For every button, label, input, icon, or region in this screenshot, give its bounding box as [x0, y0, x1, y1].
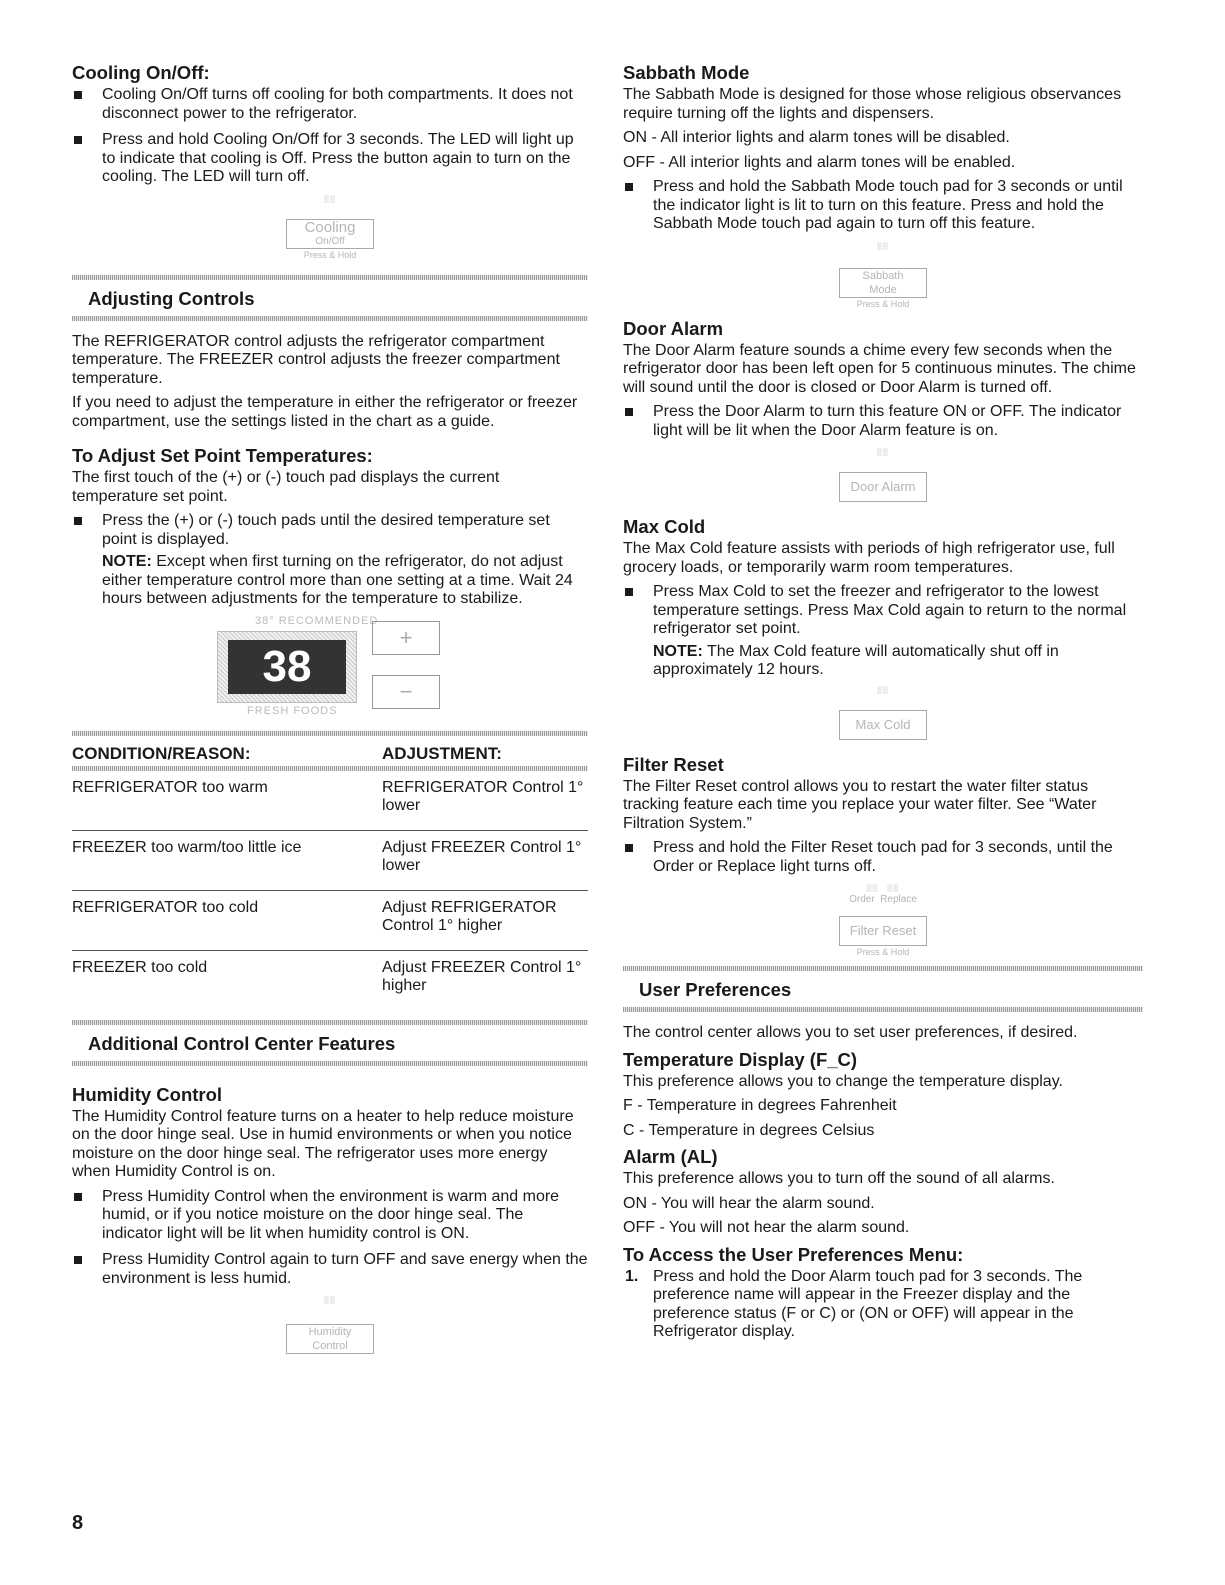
section-title: Additional Control Center Features: [88, 1032, 396, 1054]
access-steps-list: [623, 1268, 1143, 1342]
divider: [72, 1061, 588, 1066]
table-cell: REFRIGERATOR too cold: [72, 890, 382, 950]
list-item: [623, 1268, 1143, 1342]
pad-sublabel: Control: [312, 1340, 348, 1352]
list-item: Cooling On/Off turns off cooling for both compartments. It does not disconnect power to the refrigerator.: [72, 86, 588, 123]
table-cell: Adjust FREEZER Control 1° higher: [382, 950, 588, 1010]
filter-reset-heading: Filter Reset: [623, 753, 724, 775]
humidity-list: [72, 1188, 588, 1289]
pad-label: Door Alarm: [850, 479, 916, 494]
plus-icon: +: [399, 624, 413, 650]
alarm-heading: Alarm (AL): [623, 1146, 718, 1167]
column-header: CONDITION/REASON:: [72, 743, 251, 763]
paragraph: OFF - You will not hear the alarm sound.: [623, 1219, 910, 1236]
list-item: Press the (+) or (-) touch pads until the desired temperature set point is displayed.: [72, 512, 588, 549]
paragraph: The Humidity Control feature turns on a heater to help reduce moisture on the door hinge seal. Use in humid environments or when you notice moisture on the door hinge seal. The refrigerator uses more energy when Humidity Control is on.: [72, 1107, 574, 1180]
table-row: [72, 830, 588, 890]
plus-button[interactable]: [372, 621, 440, 655]
door-alarm-heading: Door Alarm: [623, 317, 724, 339]
paragraph: This preference allows you to turn off the sound of all alarms.: [623, 1170, 1055, 1187]
press-hold-label: Press & Hold: [303, 249, 357, 260]
user-preferences-section-header: [623, 966, 1143, 1012]
note: [72, 553, 588, 609]
list-item: Press Max Cold to set the freezer and refrigerator to the lowest temperature settings. Press Max Cold again to return to the normal refrigerator set point.: [623, 583, 1143, 639]
filter-reset-list: [623, 839, 1143, 876]
divider: [72, 731, 588, 736]
minus-button[interactable]: [372, 675, 440, 709]
paragraph: F - Temperature in degrees Fahrenheit: [623, 1097, 897, 1114]
table-cell: REFRIGERATOR Control 1° lower: [382, 778, 584, 814]
humidity-pad-figure: [72, 1296, 588, 1354]
section-title: Adjusting Controls: [88, 287, 255, 309]
sabbath-list: [623, 178, 1143, 234]
pad-label: Filter Reset: [849, 923, 917, 938]
column-header: ADJUSTMENT:: [382, 743, 502, 763]
pad-sublabel: On/Off: [315, 235, 345, 247]
display-screen: [217, 631, 357, 703]
humidity-touch-pad[interactable]: [286, 1324, 374, 1354]
list-item: Press and hold Cooling On/Off for 3 seconds. The LED will light up to indicate that cooling is Off. Press the button again to turn on the cooling. The LED will turn off.: [72, 131, 588, 187]
paragraph: This preference allows you to change the temperature display.: [623, 1072, 1063, 1090]
door-alarm-pad-figure: [623, 448, 1143, 502]
note-label: NOTE:: [102, 553, 152, 570]
paragraph: ON - All interior lights and alarm tones will be disabled.: [623, 129, 1010, 146]
door-alarm-list: [623, 403, 1143, 440]
note-text: Except when first turning on the refrigerator, do not adjust either temperature control more than one setting at a time. Wait 24 hours between adjustments for the temperature to stabilize.: [102, 553, 573, 607]
press-hold-label: Press & Hold: [856, 947, 910, 957]
order-replace-label: Order Replace: [849, 894, 917, 905]
note-text: The Max Cold feature will automatically shut off in approximately 12 hours.: [653, 642, 1059, 678]
note-label: NOTE:: [653, 642, 703, 660]
list-item: Press and hold the Filter Reset touch pad for 3 seconds, until the Order or Replace light turns off.: [623, 839, 1143, 876]
cooling-heading: Cooling On/Off:: [72, 62, 210, 83]
additional-section-header: [72, 1020, 588, 1066]
paragraph: The Max Cold feature assists with periods of high refrigerator use, full grocery loads, or temporarily warm room temperatures.: [623, 540, 1115, 576]
paragraph: C - Temperature in degrees Celsius: [623, 1121, 875, 1139]
max-cold-heading: Max Cold: [623, 516, 706, 537]
fresh-foods-label: FRESH FOODS: [247, 704, 338, 717]
cooling-touch-pad[interactable]: [286, 219, 374, 249]
indicator-light-icon: ▒▒: [324, 195, 336, 203]
cooling-list: [72, 86, 588, 187]
table-cell: Adjust REFRIGERATOR Control 1° higher: [382, 890, 588, 950]
table-cell: FREEZER too cold: [72, 950, 382, 1010]
minus-icon: −: [399, 678, 413, 704]
press-hold-label: Press & Hold: [856, 298, 910, 309]
pad-sublabel: Mode: [869, 283, 897, 296]
filter-reset-touch-pad[interactable]: [839, 916, 927, 946]
cooling-pad-figure: [72, 195, 588, 261]
paragraph: The Sabbath Mode is designed for those whose religious observances require turning off the lights and dispensers.: [623, 86, 1122, 122]
max-cold-list: [623, 583, 1143, 639]
recommended-label: 38° RECOMMENDED: [255, 614, 379, 627]
table-header-row: [72, 742, 588, 766]
list-item: Press and hold the Sabbath Mode touch pad for 3 seconds or until the indicator light is lit to turn on this feature. Press and hold the Sabbath Mode touch pad again to turn off this feature.: [623, 178, 1143, 234]
paragraph: If you need to adjust the temperature in either the refrigerator or freezer compartment, use the settings listed in the chart as a guide.: [72, 394, 578, 430]
table-cell: Adjust FREEZER Control 1° lower: [382, 830, 588, 890]
max-cold-touch-pad[interactable]: [839, 710, 927, 740]
paragraph: The Door Alarm feature sounds a chime every few seconds when the refrigerator door has been left open for 5 continuous minutes. The chime will sound until the door is closed or Door Alarm is turned off.: [623, 341, 1136, 396]
pad-label: Max Cold: [855, 716, 911, 732]
indicator-light-icon: ▒▒: [877, 242, 889, 250]
adjustment-table: [72, 742, 588, 1010]
paragraph: The REFRIGERATOR control adjusts the refrigerator compartment temperature. The FREEZER control adjusts the freezer compartment temperature.: [72, 332, 560, 387]
sabbath-pad-figure: [623, 242, 1143, 310]
temperature-display-heading: Temperature Display (F_C): [623, 1048, 858, 1070]
section-title: User Preferences: [639, 979, 792, 1000]
pad-label: Cooling: [304, 218, 356, 236]
list-item: Press Humidity Control when the environment is warm and more humid, or if you notice moisture on the door hinge seal. The indicator light will be lit when humidity control is ON.: [72, 1188, 588, 1244]
paragraph: ON - You will hear the alarm sound.: [623, 1194, 875, 1212]
indicator-light-icon: ▒▒: [877, 449, 889, 456]
table-cell: REFRIGERATOR too warm: [72, 778, 268, 796]
adjusting-section-header: [72, 275, 588, 321]
table-row: [72, 771, 588, 831]
divider: [72, 316, 588, 321]
paragraph: The first touch of the (+) or (-) touch pad displays the current temperature set point.: [72, 469, 500, 505]
right-column: [623, 62, 1143, 1350]
max-cold-pad-figure: [623, 686, 1143, 740]
filter-reset-pad-figure: [623, 884, 1143, 958]
door-alarm-touch-pad[interactable]: [839, 472, 927, 502]
list-item: Press Humidity Control again to turn OFF and save energy when the environment is less humid.: [72, 1251, 588, 1288]
temperature-display-figure: [217, 615, 587, 725]
paragraph: The Filter Reset control allows you to restart the water filter status tracking feature each time you replace your water filter. See “Water Filtration System.”: [623, 777, 1097, 832]
paragraph: The control center allows you to set user preferences, if desired.: [623, 1024, 1078, 1041]
pad-label: Sabbath: [862, 269, 904, 282]
setpoint-heading: To Adjust Set Point Temperatures:: [72, 445, 373, 466]
table-row: [72, 890, 588, 950]
temperature-readout: 38: [228, 640, 346, 694]
note: [623, 643, 1143, 680]
indicator-lights-icon: ▒▒ ▒▒: [866, 885, 900, 892]
sabbath-heading: Sabbath Mode: [623, 62, 750, 83]
humidity-heading: Humidity Control: [72, 1083, 223, 1105]
table-cell: FREEZER too warm/too little ice: [72, 830, 382, 890]
indicator-light-icon: ▒▒: [877, 686, 889, 694]
left-column: [72, 62, 588, 1368]
page-number: 8: [72, 1512, 84, 1534]
sabbath-touch-pad[interactable]: [839, 268, 927, 298]
pad-label: Humidity: [308, 1326, 352, 1338]
indicator-light-icon: ▒▒: [324, 1297, 336, 1304]
setpoint-list: [72, 512, 588, 549]
step-text: Press and hold the Door Alarm touch pad for 3 seconds. The preference name will appear in the Freezer display and the preference status (F or C) or (ON or OFF) will appear in the Refrigerator display.: [653, 1267, 1083, 1340]
access-menu-heading: To Access the User Preferences Menu:: [623, 1243, 964, 1265]
divider: [623, 1007, 1143, 1012]
step-number: 1.: [625, 1267, 639, 1285]
table-row: [72, 950, 588, 1010]
paragraph: OFF - All interior lights and alarm tones will be enabled.: [623, 153, 1016, 171]
list-item: Press the Door Alarm to turn this feature ON or OFF. The indicator light will be lit when the Door Alarm feature is on.: [623, 403, 1143, 440]
